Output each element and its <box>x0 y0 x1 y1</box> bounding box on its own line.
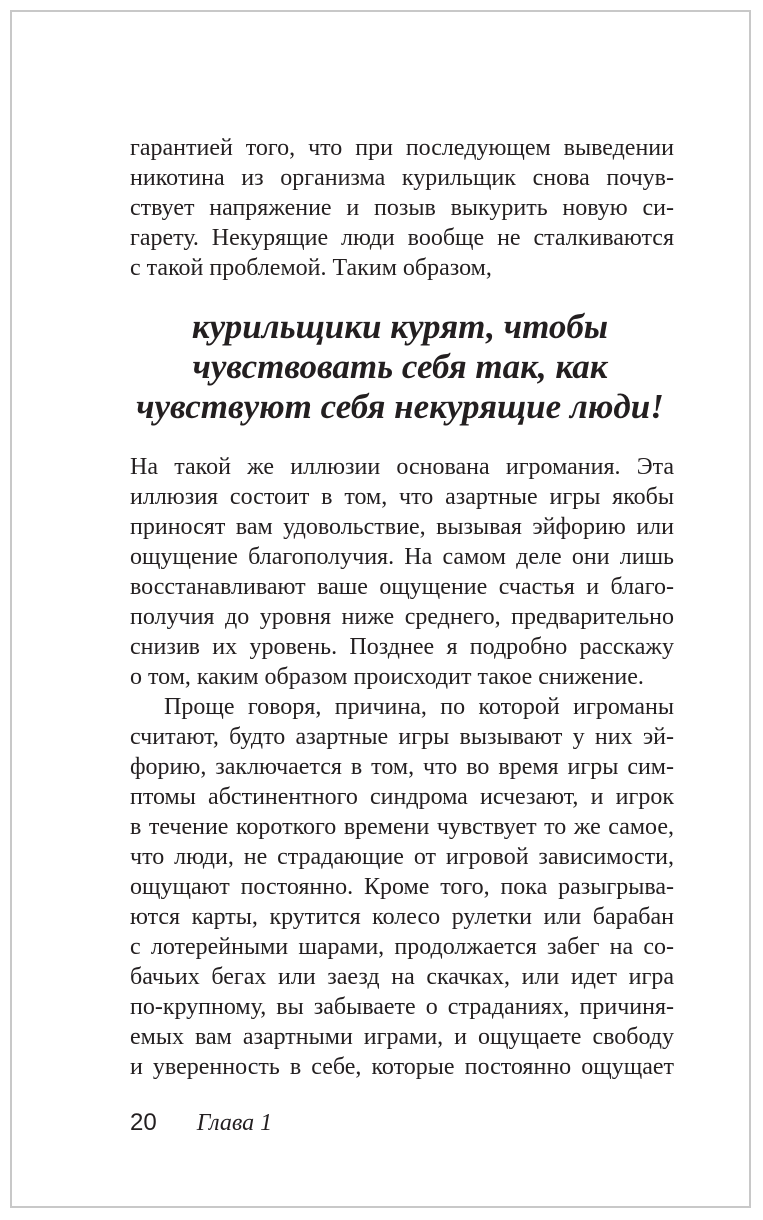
page-number: 20 <box>130 1109 157 1136</box>
text-line: иллюзия состоит в том, что азартные игры якобы <box>130 484 674 510</box>
text-line: с лотерейными шарами, продолжается забег на со- <box>130 934 674 960</box>
quote-line: чувствуют себя некурящие люди! <box>136 387 664 426</box>
text-line: ствует напряжение и позыв выкурить новую си- <box>130 195 674 221</box>
text-line: никотина из организма курильщик снова почув- <box>130 165 674 191</box>
text-line: гарантией того, что при последующем выведении <box>130 135 674 161</box>
text-line: бачьих бегах или заезд на скачках, или идет игра <box>130 964 674 990</box>
text-line: о том, каким образом происходит такое снижение. <box>130 664 644 690</box>
text-line: в течение короткого времени чувствует то же самое, <box>130 814 674 840</box>
chapter-label: Глава 1 <box>196 1110 273 1136</box>
text-line: Проще говоря, причина, по которой игроманы <box>164 694 674 720</box>
text-line: получия до уровня ниже среднего, предварительно <box>130 604 674 630</box>
text-line: гарету. Некурящие люди вообще не сталкиваются <box>130 225 674 251</box>
text-line: снизив их уровень. Позднее я подробно расскажу <box>130 634 674 660</box>
text-line: ощущают постоянно. Кроме того, пока разыгрыва- <box>130 874 674 900</box>
text-line: с такой проблемой. Таким образом, <box>130 255 492 281</box>
quote-line: курильщики курят, чтобы <box>191 307 609 346</box>
quote-line: чувствовать себя так, как <box>192 347 608 386</box>
text-line: считают, будто азартные игры вызывают у них эй- <box>130 724 674 750</box>
page-footer <box>130 1108 272 1138</box>
text-line: по-крупному, вы забываете о страданиях, причиня- <box>130 994 674 1020</box>
text-line: форию, заключается в том, что во время игры сим- <box>130 754 674 780</box>
text-line: На такой же иллюзии основана игромания. Эта <box>130 454 674 480</box>
text-line: и уверенность в себе, которые постоянно ощущает <box>130 1054 674 1080</box>
text-line: емых вам азартными играми, и ощущаете свободу <box>130 1024 674 1050</box>
text-line: ются карты, крутится колесо рулетки или барабан <box>130 904 674 930</box>
text-line: что люди, не страдающие от игровой зависимости, <box>130 844 674 870</box>
text-line: ощущение благополучия. На самом деле они лишь <box>130 544 674 570</box>
text-line: птомы абстинентного синдрома исчезают, и игрок <box>130 784 674 810</box>
text-line: приносят вам удовольствие, вызывая эйфорию или <box>130 514 674 540</box>
text-line: восстанавливают ваше ощущение счастья и благо- <box>130 574 674 600</box>
